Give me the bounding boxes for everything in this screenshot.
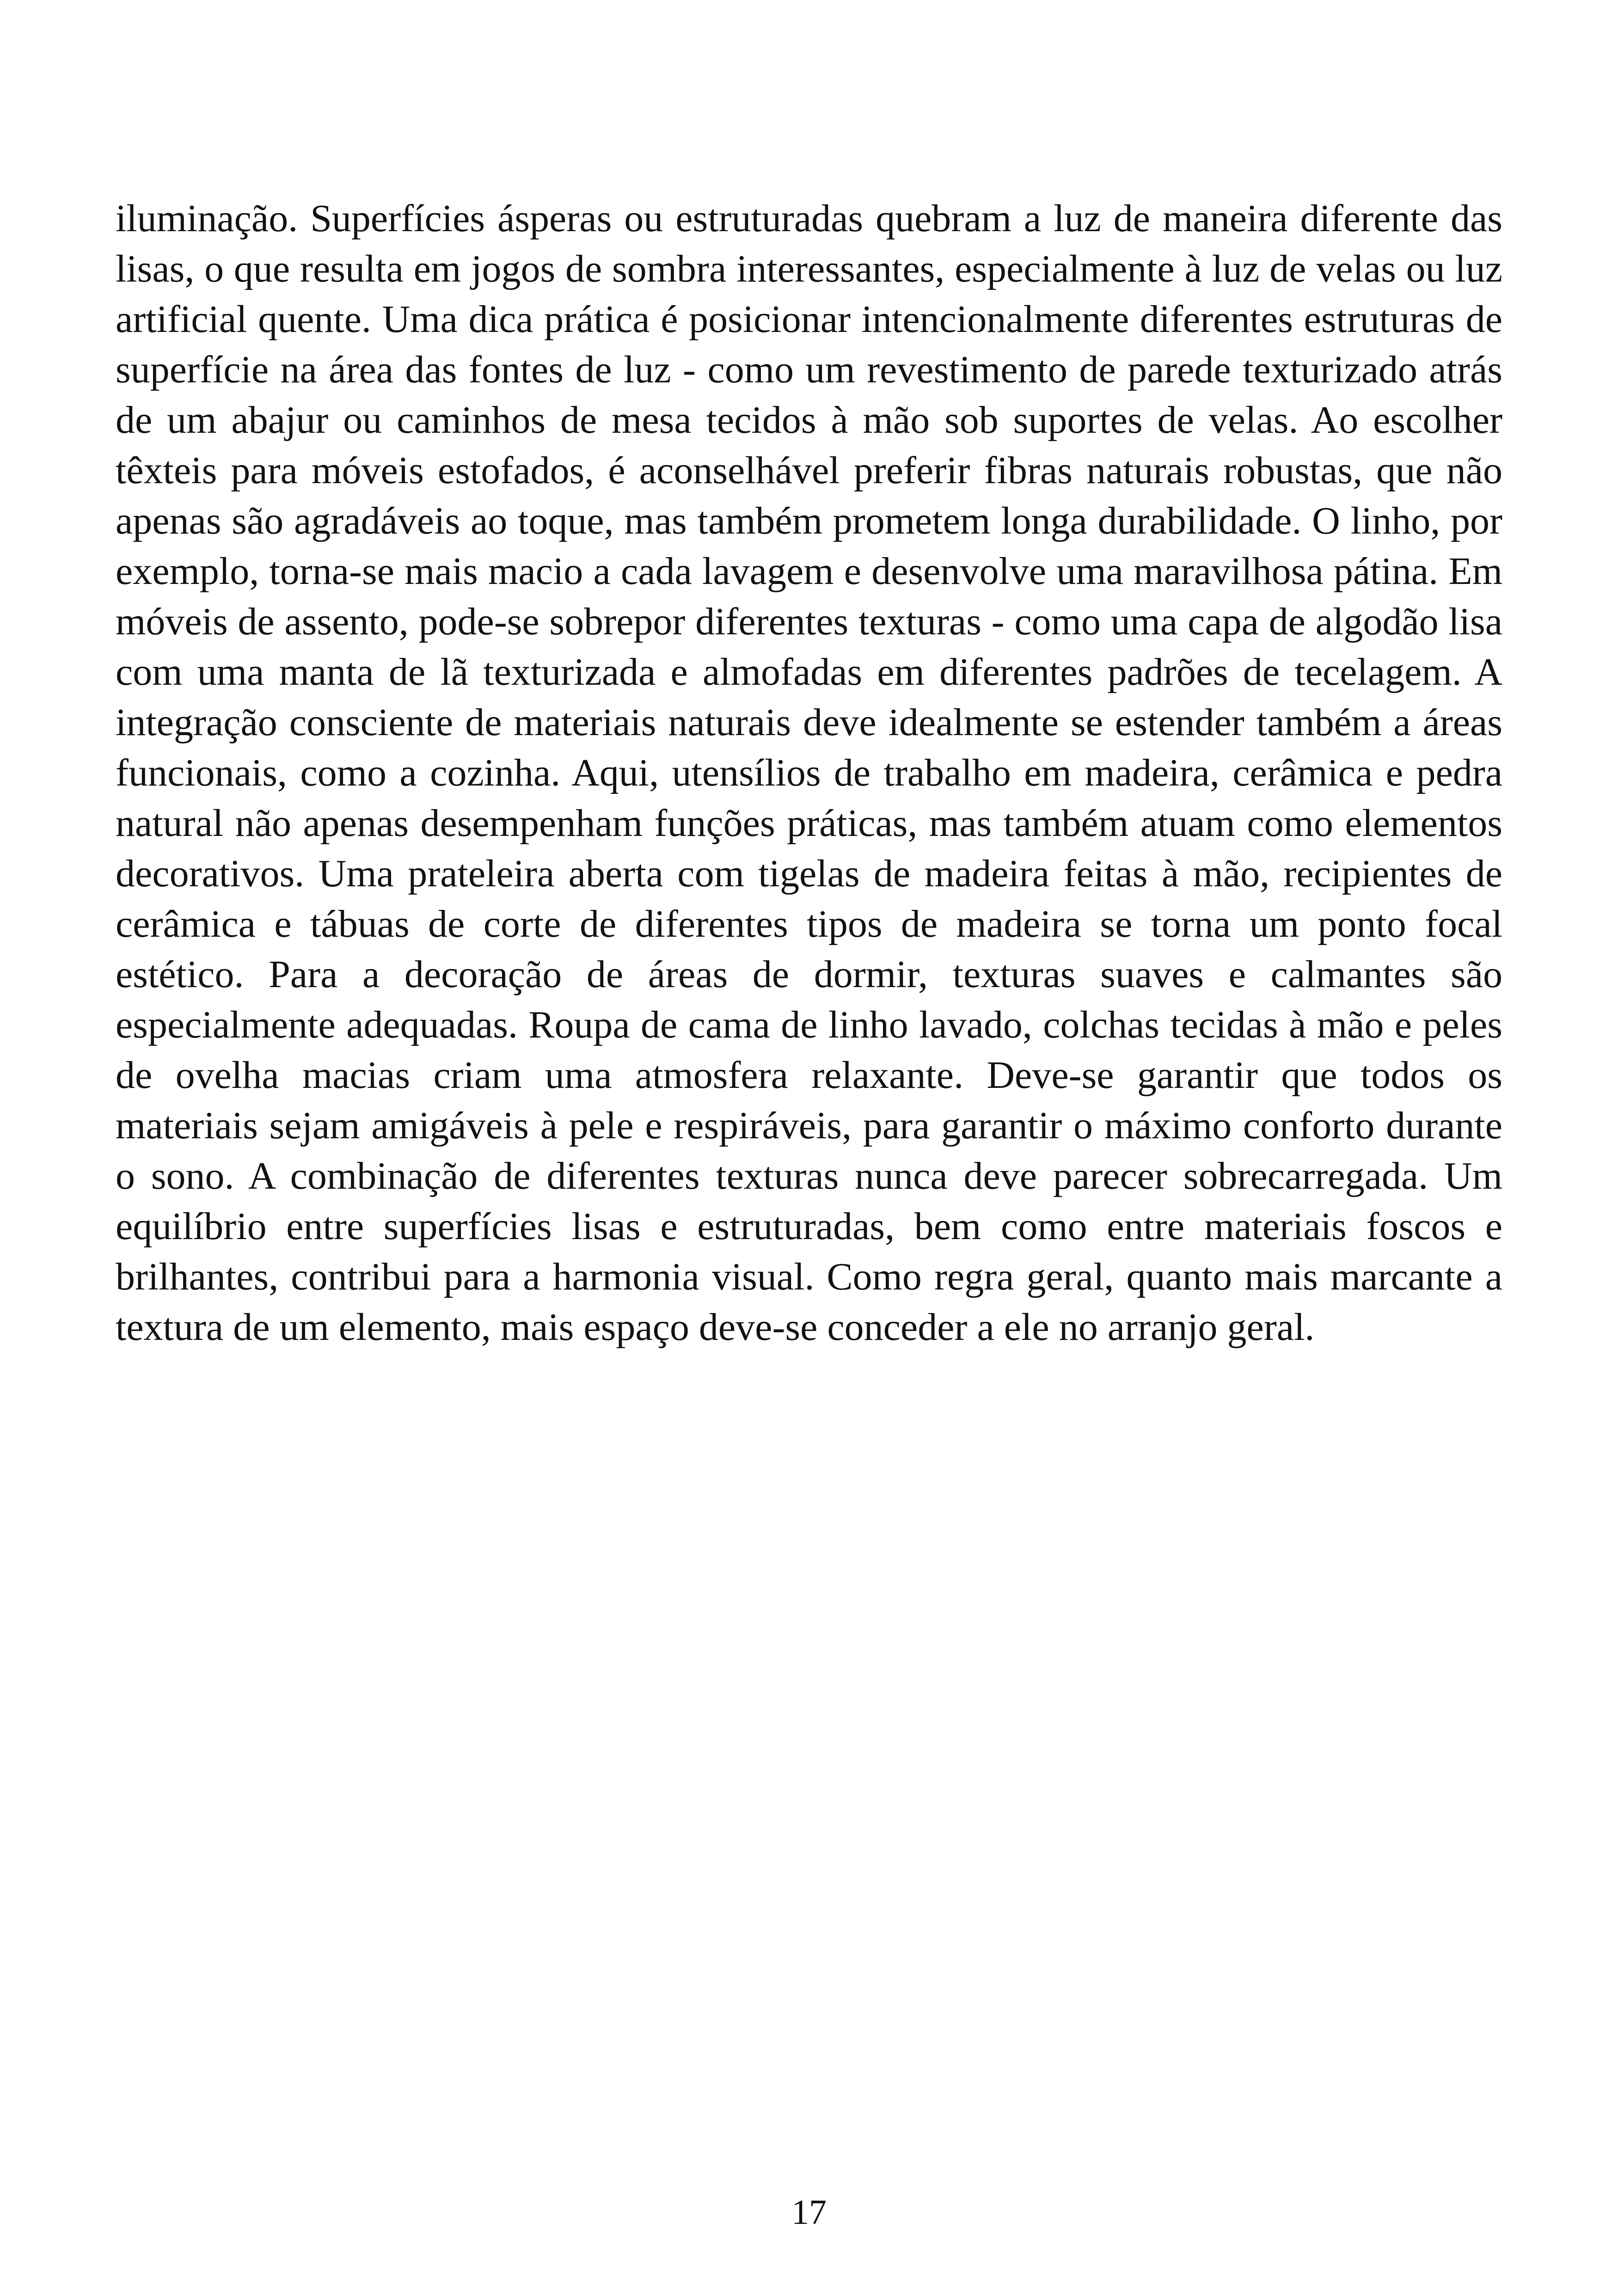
body-paragraph: iluminação. Superfícies ásperas ou estruturadas quebram a luz de maneira diferente das lisas, o que resulta em jogos de sombra interessantes, especialmente à luz de velas ou luz artificial quente. Uma dica prática é posicionar intencionalmente diferentes estruturas de superfície na área das fontes de luz - como um revestimento de parede texturizado atrás de um abajur ou caminhos de mesa tecidos à mão sob suportes de velas. Ao escolher têxteis para móveis estofados, é aconselhável preferir fibras naturais robustas, que não apenas são agradáveis ao toque, mas também prometem longa durabilidade. O linho, por exemplo, torna-se mais macio a cada lavagem e desenvolve uma maravilhosa pátina. Em móveis de assento, pode-se sobrepor diferentes texturas - como uma capa de algodão lisa com uma manta de lã texturizada e almofadas em diferentes padrões de tecelagem. A integração consciente de materiais naturais deve idealmente se estender também a áreas funcionais, como a cozinha. Aqui, utensílios de trabalho em madeira, cerâmica e pedra natural não apenas desempenham funções práticas, mas também atuam como elementos decorativos. Uma prateleira aberta com tigelas de madeira feitas à mão, recipientes de cerâmica e tábuas de corte de diferentes tipos de madeira se torna um ponto focal estético. Para a decoração de áreas de dormir, texturas suaves e calmantes são especialmente adequadas. Roupa de cama de linho lavado, colchas tecidas à mão e peles de ovelha macias criam uma atmosfera relaxante. Deve-se garantir que todos os materiais sejam amigáveis à pele e respiráveis, para garantir o máximo conforto durante o sono. A combinação de diferentes texturas nunca deve parecer sobrecarregada. Um equilíbrio entre superfícies lisas e estruturadas, bem como entre materiais foscos e brilhantes, contribui para a harmonia visual. Como regra geral, quanto mais marcante a textura de um elemento, mais espaço deve-se conceder a ele no arranjo geral.: [116, 197, 1502, 1349]
page-number: 17: [791, 2193, 827, 2232]
